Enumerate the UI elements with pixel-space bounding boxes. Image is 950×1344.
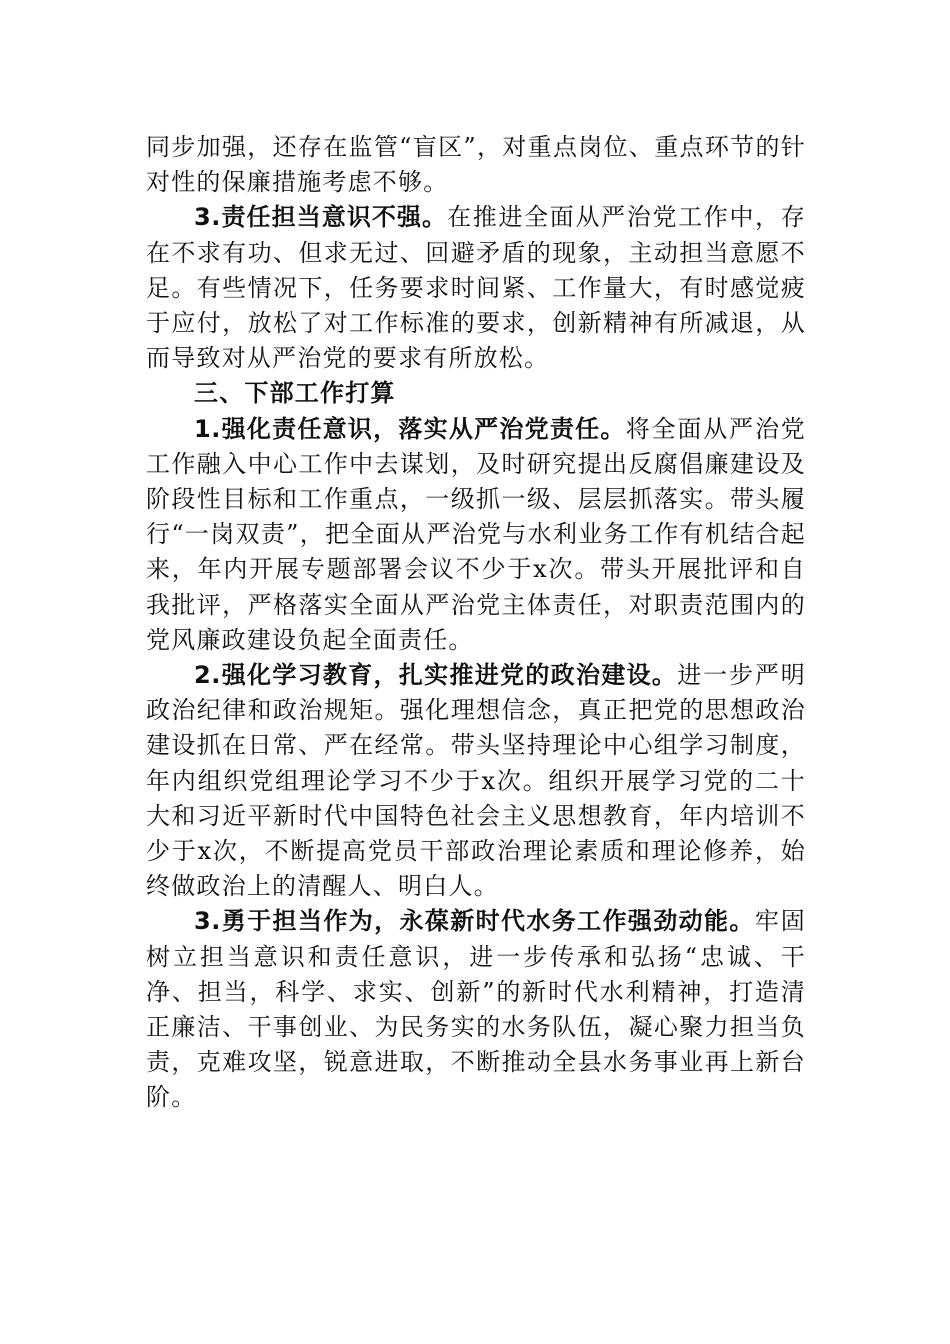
- paragraph-continuation: [146, 130, 806, 200]
- paragraph-lead: 2.强化学习教育，扎实推进党的政治建设。: [194, 661, 678, 690]
- paragraph-body: 将全面从严治党工作融入中心工作中去谋划，及时研究提出反腐倡廉建设及阶段性目标和工作重点，一级抓一级、层层抓落实。带头履行“一岗双责”，把全面从严治党与水利业务工作有机结合起来，年内开展专题部署会议不少于x次。带头开展批评和自我批评，严格落实全面从严治党主体责任，对职责范围内的党风廉政建设负起全面责任。: [146, 414, 806, 654]
- paragraph-body: 在推进全面从严治党工作中，存在不求有功、但求无过、回避矛盾的现象，主动担当意愿不足。有些情况下，任务要求时间紧、工作量大，有时感觉疲于应付，放松了对工作标准的要求，创新精神有所减退，从而导致对从严治党的要求有所放松。: [146, 203, 806, 373]
- paragraph-body: 牢固树立担当意识和责任意识，进一步传承和弘扬“忠诚、干净、担当，科学、求实、创新”的新时代水利精神，打造清正廉洁、干事创业、为民务实的水务队伍，凝心聚力担当负责，克难攻坚，锐意进取，不断推动全县水务事业再上新台阶。: [146, 907, 806, 1112]
- paragraph-lead: 3.勇于担当作为，永葆新时代水务工作强劲动能。: [194, 907, 755, 936]
- section-heading: 三、下部工作打算: [194, 379, 396, 408]
- paragraph-responsibility-awareness: [146, 200, 806, 376]
- paragraph-body: 同步加强，还存在监管“盲区”，对重点岗位、重点环节的针对性的保廉措施考虑不够。: [146, 133, 806, 197]
- paragraph-plan-1: [146, 412, 806, 658]
- paragraph-body: 进一步严明政治纪律和政治规矩。强化理想信念，真正把党的思想政治建设抓在日常、严在经常。带头坚持理论中心组学习制度，年内组织党组理论学习不少于x次。组织开展学习党的二十大和习近平新时代中国特色社会主义思想教育，年内培训不少于x次，不断提高党员干部政治理论素质和理论修养，始终做政治上的清醒人、明白人。: [146, 661, 806, 901]
- paragraph-lead: 1.强化责任意识，落实从严治党责任。: [194, 414, 626, 443]
- paragraph-plan-3: [146, 904, 806, 1115]
- paragraph-lead: 3.责任担当意识不强。: [194, 203, 448, 232]
- paragraph-plan-2: [146, 658, 806, 904]
- document-page: [146, 130, 806, 1116]
